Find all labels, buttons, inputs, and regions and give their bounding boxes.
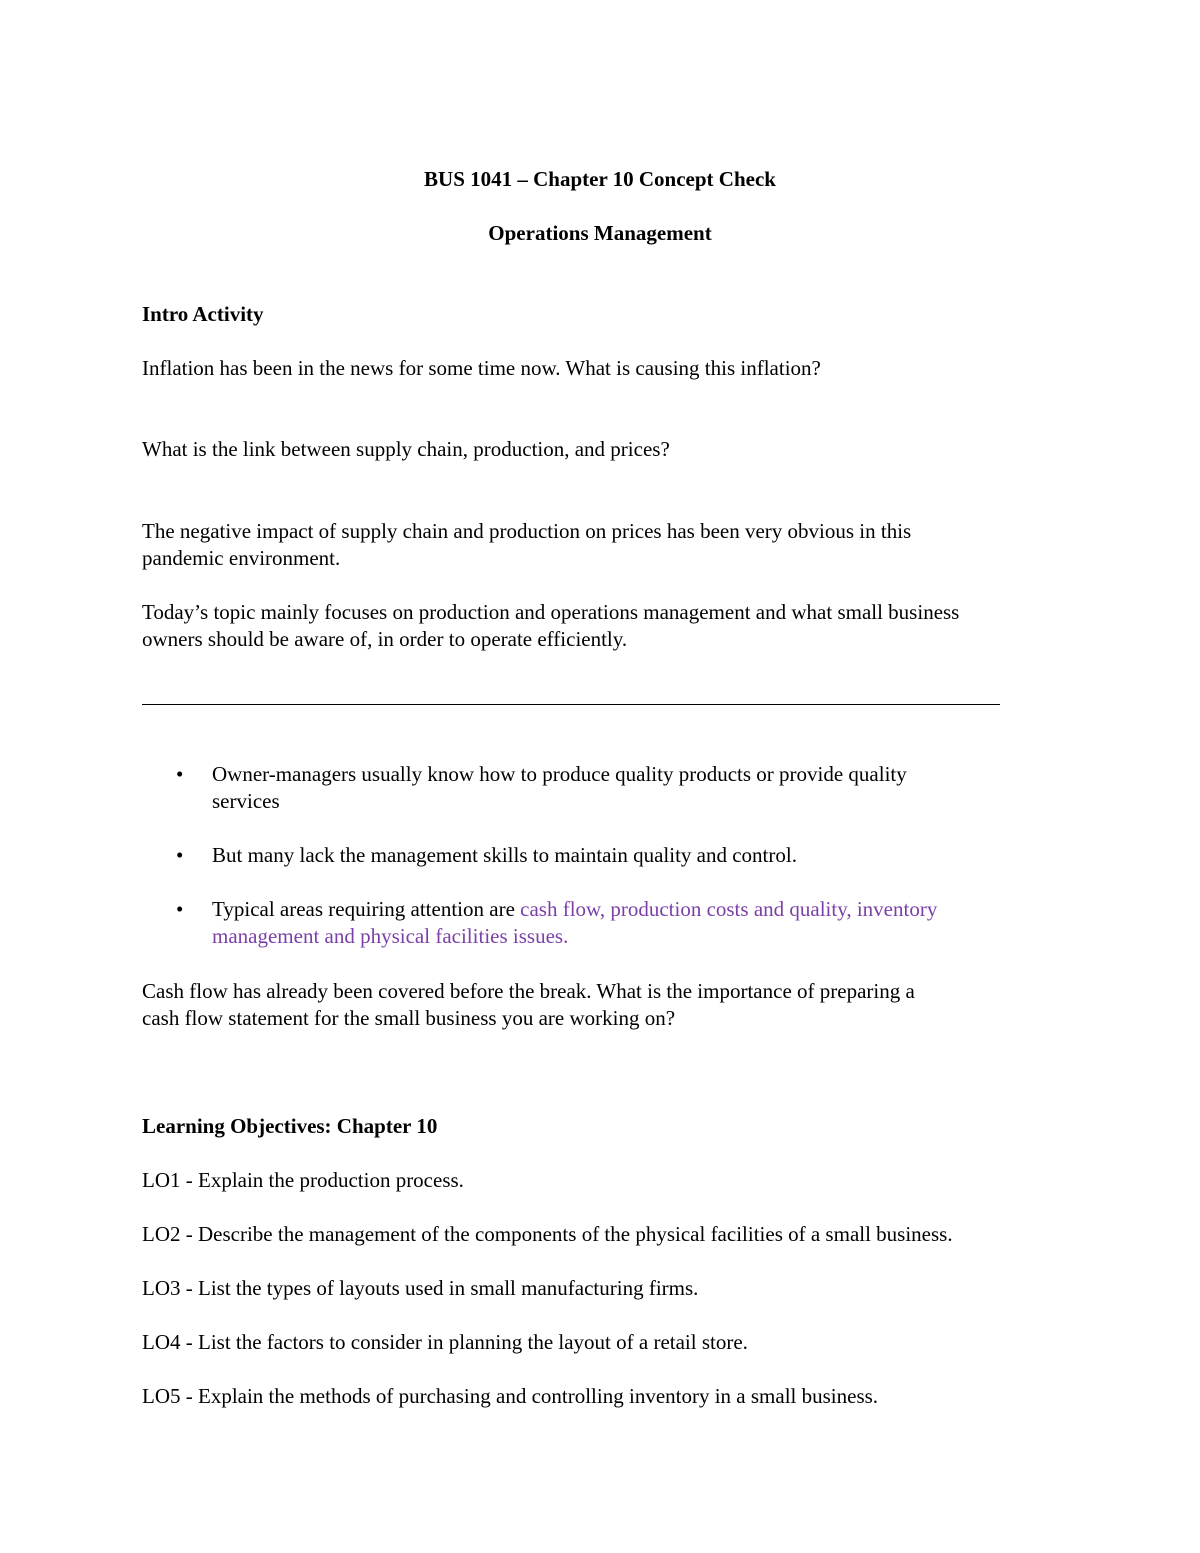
learning-objective-lo4: LO4 - List the factors to consider in planning the layout of a retail store. (142, 1330, 748, 1354)
bullet-item-text: Typical areas requiring attention are (212, 897, 521, 921)
intro-paragraph-line: pandemic environment. (142, 546, 341, 570)
bullet-item-management-skills: But many lack the management skills to maintain quality and control. (212, 843, 797, 867)
document-title: BUS 1041 – Chapter 10 Concept Check (424, 167, 776, 191)
learning-objective-lo5: LO5 - Explain the methods of purchasing and controlling inventory in a small business. (142, 1384, 879, 1408)
topic-paragraph-line: Today’s topic mainly focuses on production and operations management and what small business (142, 600, 960, 624)
learning-objective-lo1: LO1 - Explain the production process. (142, 1168, 464, 1192)
horizontal-divider (142, 704, 1000, 705)
highlighted-text-cont: management and physical facilities issues. (212, 924, 569, 948)
bullet-dot-icon: • (176, 897, 184, 921)
cashflow-question-line: cash flow statement for the small business you are working on? (142, 1006, 676, 1030)
bullet-dot-icon: • (176, 762, 184, 786)
learning-objectives-heading: Learning Objectives: Chapter 10 (142, 1114, 438, 1138)
cashflow-question-line: Cash flow has already been covered before the break. What is the importance of preparing a (142, 979, 915, 1003)
intro-paragraph-line: The negative impact of supply chain and production on prices has been very obvious in this (142, 519, 912, 543)
bullet-item-owner-managers: Owner-managers usually know how to produce quality products or provide quality (212, 762, 907, 786)
document-subtitle: Operations Management (488, 221, 712, 245)
intro-heading: Intro Activity (142, 302, 264, 326)
learning-objective-lo2: LO2 - Describe the management of the components of the physical facilities of a small business. (142, 1222, 953, 1246)
intro-question-inflation: Inflation has been in the news for some time now. What is causing this inflation? (142, 356, 821, 380)
learning-objective-lo3: LO3 - List the types of layouts used in small manufacturing firms. (142, 1276, 699, 1300)
bullet-item-owner-managers-cont: services (212, 789, 280, 813)
topic-paragraph-line: owners should be aware of, in order to operate efficiently. (142, 627, 628, 651)
bullet-dot-icon: • (176, 843, 184, 867)
bullet-item-typical-areas (212, 896, 937, 923)
intro-question-supply-chain: What is the link between supply chain, production, and prices? (142, 437, 670, 461)
highlighted-text: cash flow, production costs and quality, inventory (520, 897, 938, 921)
